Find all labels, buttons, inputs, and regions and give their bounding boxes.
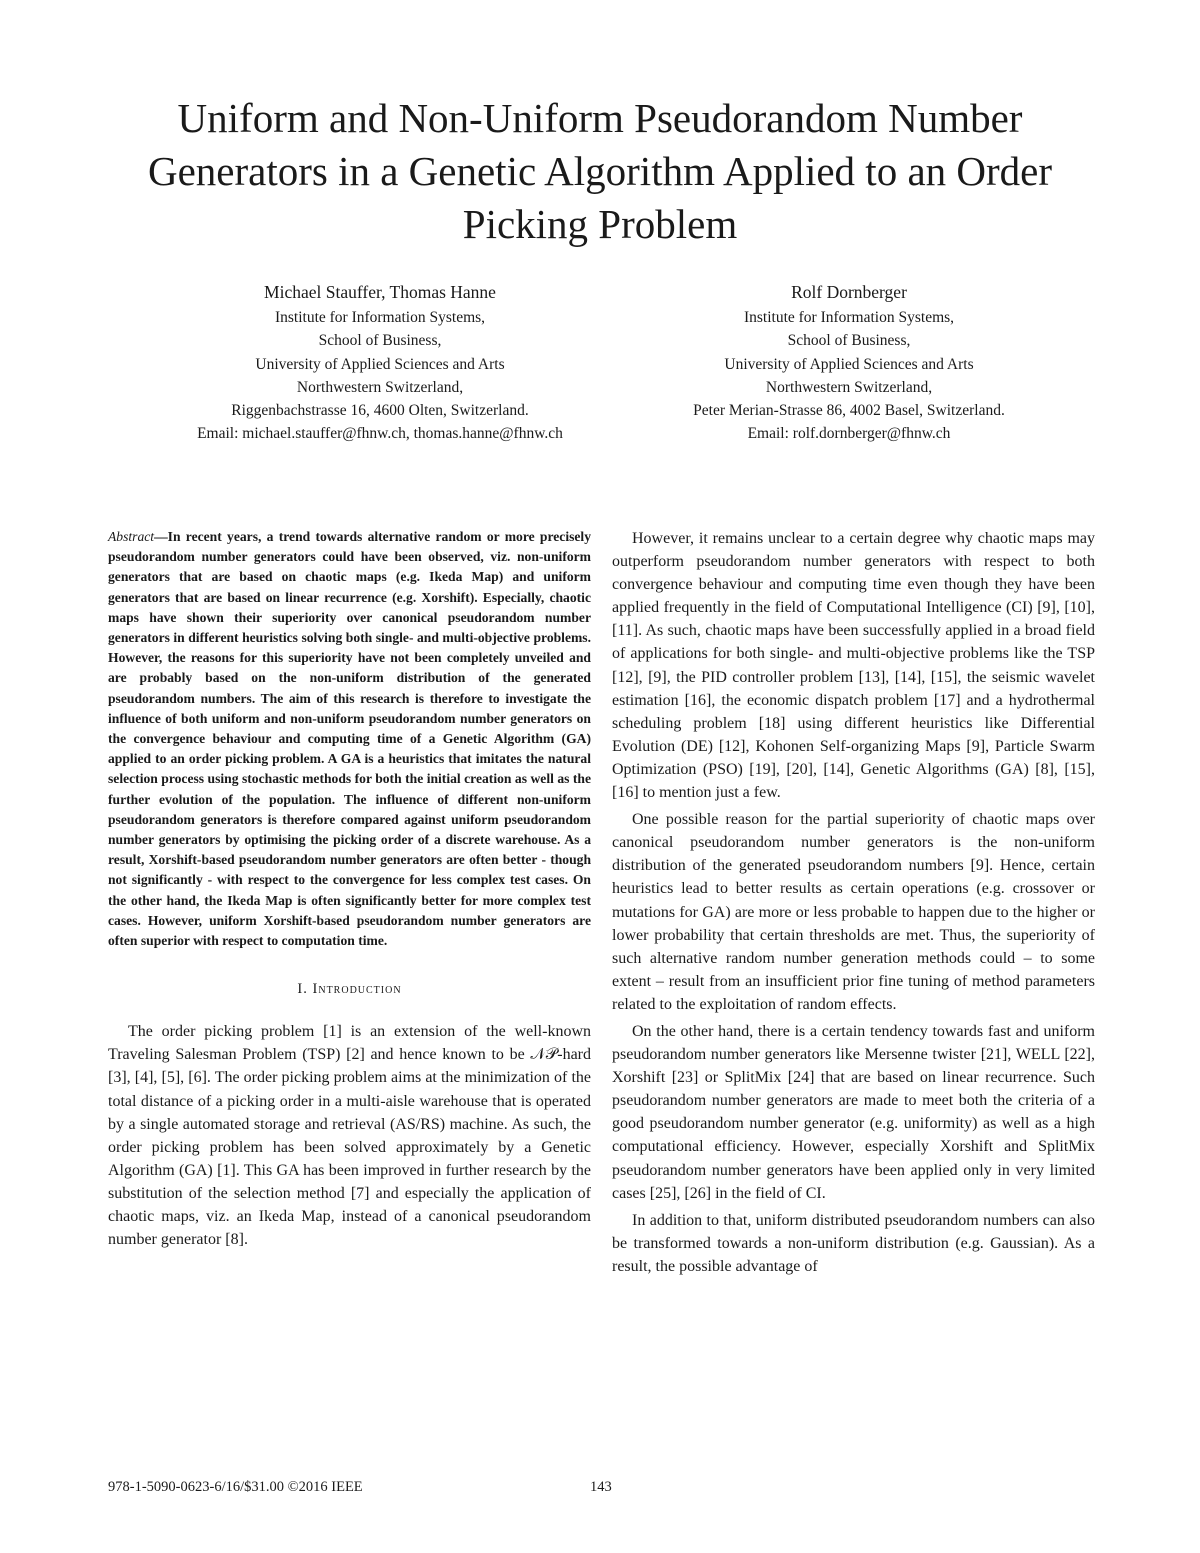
affiliation-line: Institute for Information Systems, [743, 309, 955, 326]
body-paragraph: However, it remains unclear to a certain degree why chaotic maps may outperform pseudorandom number generators with respect to both convergence behaviour and computing time even though they have been applied frequently in the field of Computational Intelligence (CI) [9], [10], [11]. As such, chaotic maps have been successfully applied in a broad field of applications for both single- and multi-objective problems like the TSP [12], [9], the PID controller problem [13], [14], [15], the seismic wavelet estimation [16], the economic dispatch problem [17] and a hydrothermal scheduling problem [18] using different heuristics like Differential Evolution (DE) [12], Kohonen Self-organizing Maps [9], Particle Swarm Optimization (PSO) [19], [20], [14], Genetic Algorithms (GA) [8], [15], [16] to mention just a few. [612, 530, 1095, 802]
section-title: Introduction [312, 981, 402, 998]
affiliation-line: Northwestern Switzerland, [765, 378, 933, 396]
author-names: Michael Stauffer, Thomas Hanne [264, 282, 496, 302]
intro-paragraph: The order picking problem [1] is an extension of the well-known Traveling Salesman Problem (TSP) [2] and hence known to be 𝒩𝒫-hard [3], [4], [5], [6]. The order picking problem aims at the minimization of the total distance of a picking order in a multi-aisle warehouse that is operated by a single automated storage and retrieval (AS/RS) machine. As such, the order picking problem has been solved approximately by a Genetic Algorithm (GA) [1]. This GA has been improved in further research by the substitution of the selection method [7] and especially the application of chaotic maps, viz. an Ikeda Map, instead of a canonical pseudorandom number generator [8]. [108, 1023, 591, 1249]
body-paragraph: One possible reason for the partial superiority of chaotic maps over canonical pseudorandom number generators is the non-uniform distribution of the generated pseudorandom numbers [9]. Hence, certain heuristics lead to better results as certain operations (e.g. crossover or mutations for GA) are more or less probable to happen due to the higher or lower probability that certain thresholds are met. Thus, the superiority of such alternative random number generation methods could – to some extent – result from an insufficient prior fine tuning of method parameters related to the exploitation of random effects. [612, 811, 1095, 1013]
section-heading [108, 981, 591, 998]
author-email: Email: michael.stauffer@fhnw.ch, thomas.hanne@fhnw.ch [197, 425, 563, 443]
affiliation-line: University of Applied Sciences and Arts [724, 355, 974, 373]
affiliation-address: Riggenbachstrasse 16, 4600 Olten, Switzerland. [231, 402, 529, 420]
author-block-2 [569, 281, 1129, 446]
abstract-text: —In recent years, a trend towards alternative random or more precisely pseudorandom number generators could have been observed, viz. non-uniform generators that are based on chaotic maps (e.g. Ikeda Map) and uniform generators that are based on linear recurrence (e.g. Xorshift). Especially, chaotic maps have shown their superiority over canonical pseudorandom number generators in different heuristics solving both single- and multi-objective problems. However, the reasons for this superiority have not been completely unveiled and are probably based on the non-uniform distribution of the generated pseudorandom numbers. The aim of this research is therefore to investigate the influence of both uniform and non-uniform pseudorandom number generators on the convergence behaviour and computing time of a Genetic Algorithm (GA) applied to an order picking problem. A GA is a heuristics that imitates the natural selection process using stochastic methods for both the initial creation as well as the further evolution of the population. The influence of different non-uniform pseudorandom generators is therefore compared against uniform pseudorandom number generators by optimising the picking order of a discrete warehouse. As a result, Xorshift-based pseudorandom number generators are often better - though not significantly - with respect to the convergence for less complex test cases. On the other hand, the Ikeda Map is often significantly better for more complex test cases. However, uniform Xorshift-based pseudorandom number generators are often superior with respect to computation time. [108, 529, 591, 949]
body-paragraph: In addition to that, uniform distributed pseudorandom numbers can also be transformed towards a non-uniform distribution (e.g. Gaussian). As a result, the possible advantage of [612, 1211, 1095, 1275]
right-column [612, 527, 1095, 1278]
author-email: Email: rolf.dornberger@fhnw.ch [747, 425, 951, 443]
affiliation-line: Institute for Information Systems, [274, 309, 486, 326]
author-names: Rolf Dornberger [791, 282, 907, 302]
abstract [108, 527, 591, 951]
affiliation-line: University of Applied Sciences and Arts [255, 355, 505, 373]
affiliation-line: School of Business, [318, 332, 442, 350]
page-number: 143 [590, 1479, 612, 1495]
section-number: I. [297, 981, 308, 998]
abstract-label: Abstract [108, 529, 155, 544]
affiliation-address: Peter Merian-Strasse 86, 4002 Basel, Switzerland. [693, 402, 1005, 420]
affiliation-line: Northwestern Switzerland, [296, 378, 464, 396]
footer-copyright: 978-1-5090-0623-6/16/$31.00 ©2016 IEEE [108, 1479, 363, 1495]
left-column [108, 527, 591, 1251]
affiliation-line: School of Business, [787, 332, 911, 350]
body-paragraph: On the other hand, there is a certain tendency towards fast and uniform pseudorandom number generators like Mersenne twister [21], WELL [22], Xorshift [23] or SplitMix [24] that are based on linear recurrence. Such pseudorandom number generators are made to meet both the criteria of a good pseudorandom number generator (e.g. uniformity) as well as a high computational efficiency. However, especially Xorshift and SplitMix pseudorandom number generators have been applied only in very limited cases [25], [26] in the field of CI. [612, 1022, 1095, 1202]
paper-title: Uniform and Non-Uniform Pseudorandom Number Generators in a Genetic Algorithm Applied to an Order Picking Problem [147, 95, 1053, 247]
